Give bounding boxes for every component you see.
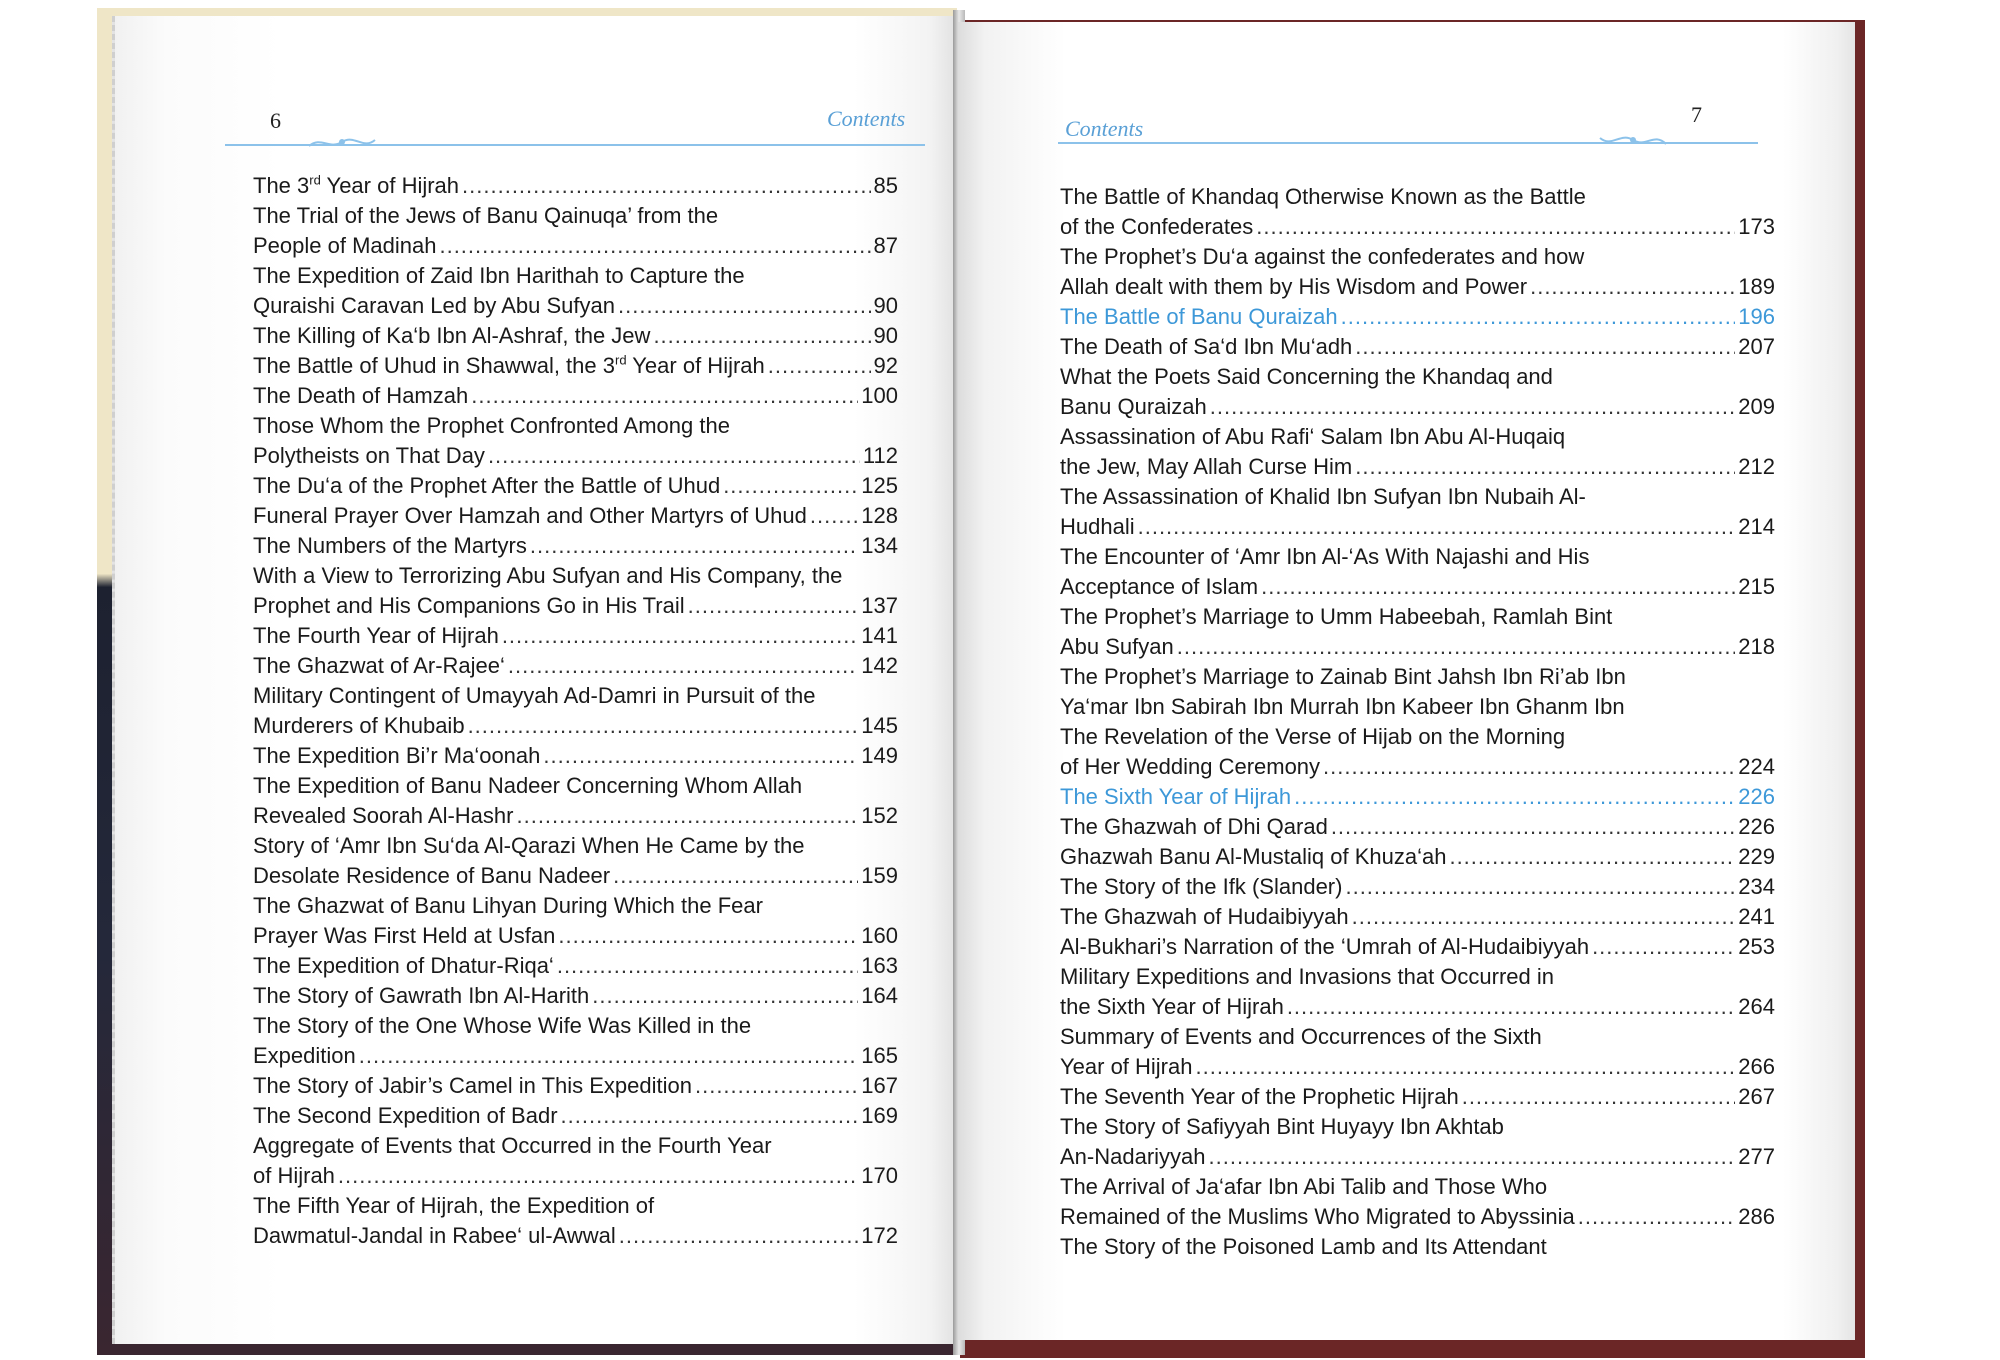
toc-entry-title: the Sixth Year of Hijrah xyxy=(1060,994,1284,1019)
toc-entry-page-number: 196 xyxy=(1738,304,1775,329)
toc-entry-page-number: 218 xyxy=(1738,634,1775,659)
toc-entry xyxy=(253,561,898,621)
toc-entry-leader-row xyxy=(1060,1142,1775,1172)
toc-entry-title: An-Nadariyyah xyxy=(1060,1144,1206,1169)
toc-entry xyxy=(253,321,898,351)
toc-entry-leader-row xyxy=(1060,392,1775,422)
flourish-ornament-icon xyxy=(307,134,377,152)
toc-entry-page-number: 159 xyxy=(861,863,898,888)
toc-entry-title-line: The Story of the One Whose Wife Was Killed in the xyxy=(253,1013,752,1038)
toc-entry-leader-row xyxy=(253,531,898,561)
dot-leader xyxy=(1355,332,1735,362)
dot-leader xyxy=(471,381,858,411)
toc-entry-leader-row xyxy=(253,351,898,381)
toc-entry-title: Remained of the Muslims Who Migrated to Abyssinia xyxy=(1060,1204,1575,1229)
toc-entry xyxy=(253,771,898,831)
toc-entry-title: Expedition xyxy=(253,1043,356,1068)
toc-entry xyxy=(253,1071,898,1101)
ordinal-superscript: rd xyxy=(309,172,321,188)
toc-entry xyxy=(1060,482,1775,542)
toc-entry-title-line: Assassination of Abu Rafi‘ Salam Ibn Abu Al-Huqaiq xyxy=(1060,424,1566,449)
toc-entry-leader-row xyxy=(253,501,898,531)
toc-entry xyxy=(253,981,898,1011)
toc-entry-page-number: 134 xyxy=(861,533,898,558)
toc-entry-title: The Story of Gawrath Ibn Al-Harith xyxy=(253,983,590,1008)
toc-entry-leader-row xyxy=(1060,842,1775,872)
toc-entry-page-number: 90 xyxy=(873,293,898,318)
toc-entry-title: Polytheists on That Day xyxy=(253,443,485,468)
toc-entry-leader-row xyxy=(1060,452,1775,482)
toc-entry-leader-row xyxy=(253,1041,898,1071)
toc-entry xyxy=(253,741,898,771)
toc-entry xyxy=(1060,902,1775,932)
toc-entry-leader-row xyxy=(253,1101,898,1131)
toc-entry xyxy=(253,681,898,741)
toc-entry-title: of Hijrah xyxy=(253,1163,335,1188)
toc-entry-page-number: 224 xyxy=(1738,754,1775,779)
toc-entry-title-line: Military Contingent of Umayyah Ad-Damri in Pursuit of the xyxy=(253,683,816,708)
dot-leader xyxy=(1462,1082,1736,1112)
toc-entry-page-number: 214 xyxy=(1738,514,1775,539)
toc-entry-title-line: The Revelation of the Verse of Hijab on the Morning xyxy=(1060,724,1566,749)
toc-entry-leader-row xyxy=(1060,932,1775,962)
toc-entry-title-part: The Battle of Uhud in Shawwal, the 3 xyxy=(253,353,615,378)
toc-entry-page-number: 160 xyxy=(861,923,898,948)
toc-entry-leader-row xyxy=(253,1221,898,1251)
toc-entry-leader-row xyxy=(253,591,898,621)
toc-entry-leader-row xyxy=(1060,752,1775,782)
toc-entry-page-number: 212 xyxy=(1738,454,1775,479)
toc-entry-leader-row xyxy=(1060,1052,1775,1082)
toc-entry xyxy=(1060,872,1775,902)
toc-entry-title: Murderers of Khubaib xyxy=(253,713,465,738)
toc-entry-leader-row xyxy=(253,471,898,501)
toc-entry-page-number: 286 xyxy=(1738,1204,1775,1229)
dot-leader xyxy=(1331,812,1735,842)
toc-entry xyxy=(253,351,898,381)
left-page xyxy=(112,16,955,1344)
dot-leader xyxy=(688,591,859,621)
dot-leader xyxy=(439,231,870,261)
toc-entry-title: Al-Bukhari’s Narration of the ‘Umrah of Al-Hudaibiyyah xyxy=(1060,934,1590,959)
toc-entry-title: The Ghazwat of Ar-Rajee‘ xyxy=(253,653,505,678)
toc-entry-title: The Expedition of Dhatur-Riqa‘ xyxy=(253,953,554,978)
toc-entry-leader-row xyxy=(253,1161,898,1191)
toc-entry-title-line: The Assassination of Khalid Ibn Sufyan Ibn Nubaih Al- xyxy=(1060,484,1586,509)
dot-leader xyxy=(1323,752,1735,782)
toc-entry-title-line: The Fifth Year of Hijrah, the Expedition of xyxy=(253,1193,655,1218)
toc-entry-page-number: 141 xyxy=(861,623,898,648)
toc-entry xyxy=(253,1011,898,1071)
toc-entry xyxy=(1060,602,1775,662)
dot-leader xyxy=(508,651,858,681)
dot-leader xyxy=(1355,452,1735,482)
toc-entry-leader-row xyxy=(253,861,898,891)
toc-entry xyxy=(1060,962,1775,1022)
toc-entry xyxy=(253,471,898,501)
toc-entry-title: Revealed Soorah Al-Hashr xyxy=(253,803,514,828)
toc-entry-leader-row xyxy=(1060,1202,1775,1232)
toc-entry-page-number: 172 xyxy=(861,1223,898,1248)
toc-entry-title: Dawmatul-Jandal in Rabee‘ ul-Awwal xyxy=(253,1223,616,1248)
dot-leader xyxy=(1209,1142,1736,1172)
toc-entry-leader-row xyxy=(253,951,898,981)
toc-entry-title-line: The Trial of the Jews of Banu Qainuqa’ from the xyxy=(253,203,719,228)
dot-leader xyxy=(462,171,870,201)
toc-entry-leader-row xyxy=(1060,812,1775,842)
toc-entry-page-number: 264 xyxy=(1738,994,1775,1019)
toc-entry xyxy=(1060,302,1775,332)
toc-entry-page-number: 90 xyxy=(873,323,898,348)
toc-entry-title: People of Madinah xyxy=(253,233,437,258)
toc-entry xyxy=(253,651,898,681)
toc-entry-page-number: 277 xyxy=(1738,1144,1775,1169)
dot-leader xyxy=(1578,1202,1736,1232)
toc-entry-title-line: What the Poets Said Concerning the Khandaq and xyxy=(1060,364,1553,389)
toc-entry-title-line: Summary of Events and Occurrences of the Sixth xyxy=(1060,1024,1542,1049)
dot-leader xyxy=(619,1221,859,1251)
toc-entry-title-line: The Encounter of ‘Amr Ibn Al-‘As With Najashi and His xyxy=(1060,544,1590,569)
toc-entry-title xyxy=(253,171,459,201)
toc-entry-page-number: 267 xyxy=(1738,1084,1775,1109)
toc-entry-page-number: 241 xyxy=(1738,904,1775,929)
dot-leader xyxy=(530,531,858,561)
dot-leader xyxy=(695,1071,858,1101)
toc-entry xyxy=(253,831,898,891)
toc-entry-leader-row xyxy=(1060,272,1775,302)
toc-entry-leader-row xyxy=(1060,572,1775,602)
toc-entry-page-number: 215 xyxy=(1738,574,1775,599)
toc-entry-title-line: Military Expeditions and Invasions that Occurred in xyxy=(1060,964,1555,989)
toc-entry-title: Banu Quraizah xyxy=(1060,394,1207,419)
toc-entry-title: The Story of Jabir’s Camel in This Expedition xyxy=(253,1073,692,1098)
toc-entry-title: The Fourth Year of Hijrah xyxy=(253,623,499,648)
toc-entry xyxy=(1060,1172,1775,1232)
dot-leader xyxy=(592,981,858,1011)
dot-leader xyxy=(1195,1052,1735,1082)
toc-entry xyxy=(1060,422,1775,482)
toc-entry-leader-row xyxy=(253,321,898,351)
toc-entry-title-line: Aggregate of Events that Occurred in the Fourth Year xyxy=(253,1133,772,1158)
dot-leader xyxy=(810,501,858,531)
toc-entry-title: The Sixth Year of Hijrah xyxy=(1060,784,1292,809)
toc-entry xyxy=(1060,932,1775,962)
toc-entry xyxy=(253,891,898,951)
toc-entry xyxy=(1060,662,1775,782)
toc-entry-page-number: 170 xyxy=(861,1163,898,1188)
toc-entry xyxy=(253,201,898,261)
toc-entry-page-number: 112 xyxy=(862,443,898,468)
toc-entry-title: The Seventh Year of the Prophetic Hijrah xyxy=(1060,1084,1459,1109)
toc-entry-page-number: 209 xyxy=(1738,394,1775,419)
toc-entry-title: The Expedition Bi’r Ma‘oonah xyxy=(253,743,541,768)
toc-entry xyxy=(253,1191,898,1251)
toc-entry-leader-row xyxy=(1060,212,1775,242)
toc-entry-leader-row xyxy=(1060,1082,1775,1112)
toc-entry xyxy=(1060,782,1775,812)
toc-entry-leader-row xyxy=(1060,512,1775,542)
toc-entry-title: the Jew, May Allah Curse Him xyxy=(1060,454,1353,479)
toc-entry-page-number: 226 xyxy=(1738,784,1775,809)
toc-entry xyxy=(1060,542,1775,602)
toc-list-right xyxy=(1060,182,1775,1262)
toc-entry-leader-row xyxy=(1060,902,1775,932)
dot-leader xyxy=(1210,392,1736,422)
toc-entry-page-number: 145 xyxy=(861,713,898,738)
toc-entry-page-number: 167 xyxy=(861,1073,898,1098)
dot-leader xyxy=(516,801,858,831)
toc-entry-page-number: 163 xyxy=(861,953,898,978)
toc-entry-title: Hudhali xyxy=(1060,514,1135,539)
page-number-left: 6 xyxy=(270,108,281,133)
toc-entry-title: Year of Hijrah xyxy=(1060,1054,1193,1079)
toc-entry-title: Quraishi Caravan Led by Abu Sufyan xyxy=(253,293,616,318)
dot-leader xyxy=(1287,992,1735,1022)
toc-entry xyxy=(1060,1112,1775,1172)
toc-entry-title-line: The Ghazwat of Banu Lihyan During Which the Fear xyxy=(253,893,763,918)
toc-entry-page-number: 226 xyxy=(1738,814,1775,839)
toc-entry-page-number: 164 xyxy=(861,983,898,1008)
dot-leader xyxy=(468,711,859,741)
toc-entry-title-line: The Expedition of Banu Nadeer Concerning Whom Allah xyxy=(253,773,803,798)
dot-leader xyxy=(618,291,871,321)
dot-leader xyxy=(1138,512,1736,542)
toc-entry-title-line: Ya‘mar Ibn Sabirah Ibn Murrah Ibn Kabeer Ibn Ghanm Ibn xyxy=(1060,694,1625,719)
running-head-left: Contents xyxy=(827,106,906,131)
toc-entry-page-number: 128 xyxy=(861,503,898,528)
toc-entry-title: The Ghazwah of Dhi Qarad xyxy=(1060,814,1328,839)
toc-entry xyxy=(1060,242,1775,302)
toc-entry-title-part: The 3 xyxy=(253,173,310,198)
toc-entry-title: The Killing of Ka‘b Ibn Al-Ashraf, the Jew xyxy=(253,323,651,348)
toc-entry-leader-row xyxy=(1060,332,1775,362)
toc-entry-title-line: The Story of Safiyyah Bint Huyayy Ibn Akhtab xyxy=(1060,1114,1504,1139)
toc-entry-page-number: 152 xyxy=(861,803,898,828)
toc-entry xyxy=(253,531,898,561)
toc-entry-leader-row xyxy=(1060,782,1775,812)
toc-entry-leader-row xyxy=(253,291,898,321)
toc-entry-title-line: The Story of the Poisoned Lamb and Its Attendant xyxy=(1060,1234,1547,1259)
toc-entry-leader-row xyxy=(253,171,898,201)
toc-entry-page-number: 169 xyxy=(861,1103,898,1128)
toc-entry-title-line: Story of ‘Amr Ibn Su‘da Al-Qarazi When He Came by the xyxy=(253,833,805,858)
toc-entry xyxy=(253,951,898,981)
toc-entry xyxy=(253,261,898,321)
toc-entry-leader-row xyxy=(253,741,898,771)
dot-leader xyxy=(359,1041,859,1071)
toc-entry-title xyxy=(253,351,765,381)
toc-entry xyxy=(1060,182,1775,242)
toc-entry-leader-row xyxy=(1060,632,1775,662)
toc-entry xyxy=(253,621,898,651)
toc-entry-page-number: 189 xyxy=(1738,274,1775,299)
toc-entry-page-number: 87 xyxy=(873,233,898,258)
dot-leader xyxy=(558,921,858,951)
page-number-right: 7 xyxy=(1691,102,1702,127)
toc-entry-title: The Du‘a of the Prophet After the Battle of Uhud xyxy=(253,473,721,498)
dot-leader xyxy=(561,1101,859,1131)
right-page xyxy=(958,22,1855,1340)
toc-entry-leader-row xyxy=(253,231,898,261)
toc-entry-leader-row xyxy=(253,801,898,831)
toc-entry-title: Ghazwah Banu Al-Mustaliq of Khuza‘ah xyxy=(1060,844,1447,869)
toc-entry-title-line: Those Whom the Prophet Confronted Among the xyxy=(253,413,730,438)
toc-entry-leader-row xyxy=(253,981,898,1011)
toc-entry-title: The Death of Sa‘d Ibn Mu‘adh xyxy=(1060,334,1353,359)
dot-leader xyxy=(1294,782,1735,812)
toc-entry xyxy=(1060,812,1775,842)
ordinal-superscript: rd xyxy=(615,352,627,368)
toc-entry-leader-row xyxy=(253,711,898,741)
toc-entry-title-line: With a View to Terrorizing Abu Sufyan and His Company, the xyxy=(253,563,843,588)
toc-entry-title: The Numbers of the Martyrs xyxy=(253,533,527,558)
running-head-right: Contents xyxy=(1065,116,1144,141)
toc-entry xyxy=(253,1131,898,1191)
dot-leader xyxy=(768,351,871,381)
toc-entry-title: Funeral Prayer Over Hamzah and Other Martyrs of Uhud xyxy=(253,503,807,528)
dot-leader xyxy=(1261,572,1735,602)
dot-leader xyxy=(502,621,858,651)
toc-entry-title: The Ghazwah of Hudaibiyyah xyxy=(1060,904,1349,929)
dot-leader xyxy=(723,471,858,501)
flourish-ornament-icon xyxy=(1598,132,1668,150)
toc-entry-title: Acceptance of Islam xyxy=(1060,574,1259,599)
toc-entry-title: Prayer Was First Held at Usfan xyxy=(253,923,556,948)
toc-entry-title-line: The Prophet’s Marriage to Umm Habeebah, Ramlah Bint xyxy=(1060,604,1613,629)
dot-leader xyxy=(557,951,858,981)
dot-leader xyxy=(1592,932,1735,962)
toc-list-left xyxy=(253,171,898,1251)
toc-entry xyxy=(253,411,898,471)
toc-entry xyxy=(1060,1232,1775,1262)
dot-leader xyxy=(543,741,858,771)
toc-entry-title: The Death of Hamzah xyxy=(253,383,469,408)
toc-entry-leader-row xyxy=(253,921,898,951)
toc-entry-title-part: Year of Hijrah xyxy=(626,353,765,378)
toc-entry-leader-row xyxy=(253,621,898,651)
toc-entry-page-number: 229 xyxy=(1738,844,1775,869)
toc-entry-leader-row xyxy=(253,651,898,681)
toc-entry-leader-row xyxy=(1060,872,1775,902)
toc-entry xyxy=(253,1101,898,1131)
toc-entry-page-number: 149 xyxy=(861,743,898,768)
toc-entry-title: The Battle of Banu Quraizah xyxy=(1060,304,1338,329)
dot-leader xyxy=(1345,872,1735,902)
toc-entry-page-number: 207 xyxy=(1738,334,1775,359)
toc-entry xyxy=(253,501,898,531)
toc-entry-leader-row xyxy=(253,381,898,411)
toc-entry-title: Abu Sufyan xyxy=(1060,634,1174,659)
toc-entry-title-line: The Prophet’s Du‘a against the confederates and how xyxy=(1060,244,1585,269)
dot-leader xyxy=(1449,842,1735,872)
toc-entry-page-number: 253 xyxy=(1738,934,1775,959)
toc-entry-title-line: The Arrival of Ja‘afar Ibn Abi Talib and Those Who xyxy=(1060,1174,1548,1199)
toc-entry-page-number: 137 xyxy=(861,593,898,618)
toc-entry-page-number: 125 xyxy=(861,473,898,498)
dot-leader xyxy=(613,861,858,891)
toc-entry-page-number: 266 xyxy=(1738,1054,1775,1079)
dot-leader xyxy=(1256,212,1735,242)
toc-entry-page-number: 173 xyxy=(1738,214,1775,239)
toc-entry-leader-row xyxy=(1060,992,1775,1022)
dot-leader xyxy=(1352,902,1736,932)
toc-entry xyxy=(1060,842,1775,872)
dot-leader xyxy=(338,1161,858,1191)
toc-entry-page-number: 142 xyxy=(861,653,898,678)
toc-entry-title: of the Confederates xyxy=(1060,214,1254,239)
toc-entry-title-line: The Expedition of Zaid Ibn Harithah to Capture the xyxy=(253,263,745,288)
dot-leader xyxy=(1341,302,1736,332)
toc-entry-title-part: Year of Hijrah xyxy=(320,173,460,198)
dot-leader xyxy=(653,321,870,351)
toc-entry-title: The Second Expedition of Badr xyxy=(253,1103,558,1128)
toc-entry-page-number: 100 xyxy=(861,383,898,408)
dot-leader xyxy=(488,441,860,471)
toc-entry-page-number: 92 xyxy=(873,353,898,378)
toc-entry-title: Prophet and His Companions Go in His Trail xyxy=(253,593,685,618)
toc-entry xyxy=(1060,332,1775,362)
toc-entry xyxy=(1060,1082,1775,1112)
toc-entry-page-number: 85 xyxy=(873,173,898,198)
toc-entry-page-number: 234 xyxy=(1738,874,1775,899)
toc-entry-page-number: 165 xyxy=(861,1043,898,1068)
toc-entry xyxy=(253,381,898,411)
toc-entry-title-line: The Battle of Khandaq Otherwise Known as the Battle xyxy=(1060,184,1586,209)
toc-entry-title: The Story of the Ifk (Slander) xyxy=(1060,874,1343,899)
dot-leader xyxy=(1177,632,1736,662)
toc-entry xyxy=(1060,362,1775,422)
toc-entry-title: Desolate Residence of Banu Nadeer xyxy=(253,863,611,888)
toc-entry-title-line: The Prophet’s Marriage to Zainab Bint Jahsh Ibn Ri’ab Ibn xyxy=(1060,664,1626,689)
toc-entry xyxy=(253,171,898,201)
toc-entry-leader-row xyxy=(253,441,898,471)
toc-entry-title: Allah dealt with them by His Wisdom and Power xyxy=(1060,274,1528,299)
dot-leader xyxy=(1530,272,1735,302)
toc-entry-leader-row xyxy=(1060,302,1775,332)
toc-entry-leader-row xyxy=(253,1071,898,1101)
toc-entry-title: of Her Wedding Ceremony xyxy=(1060,754,1321,779)
toc-entry xyxy=(1060,1022,1775,1082)
